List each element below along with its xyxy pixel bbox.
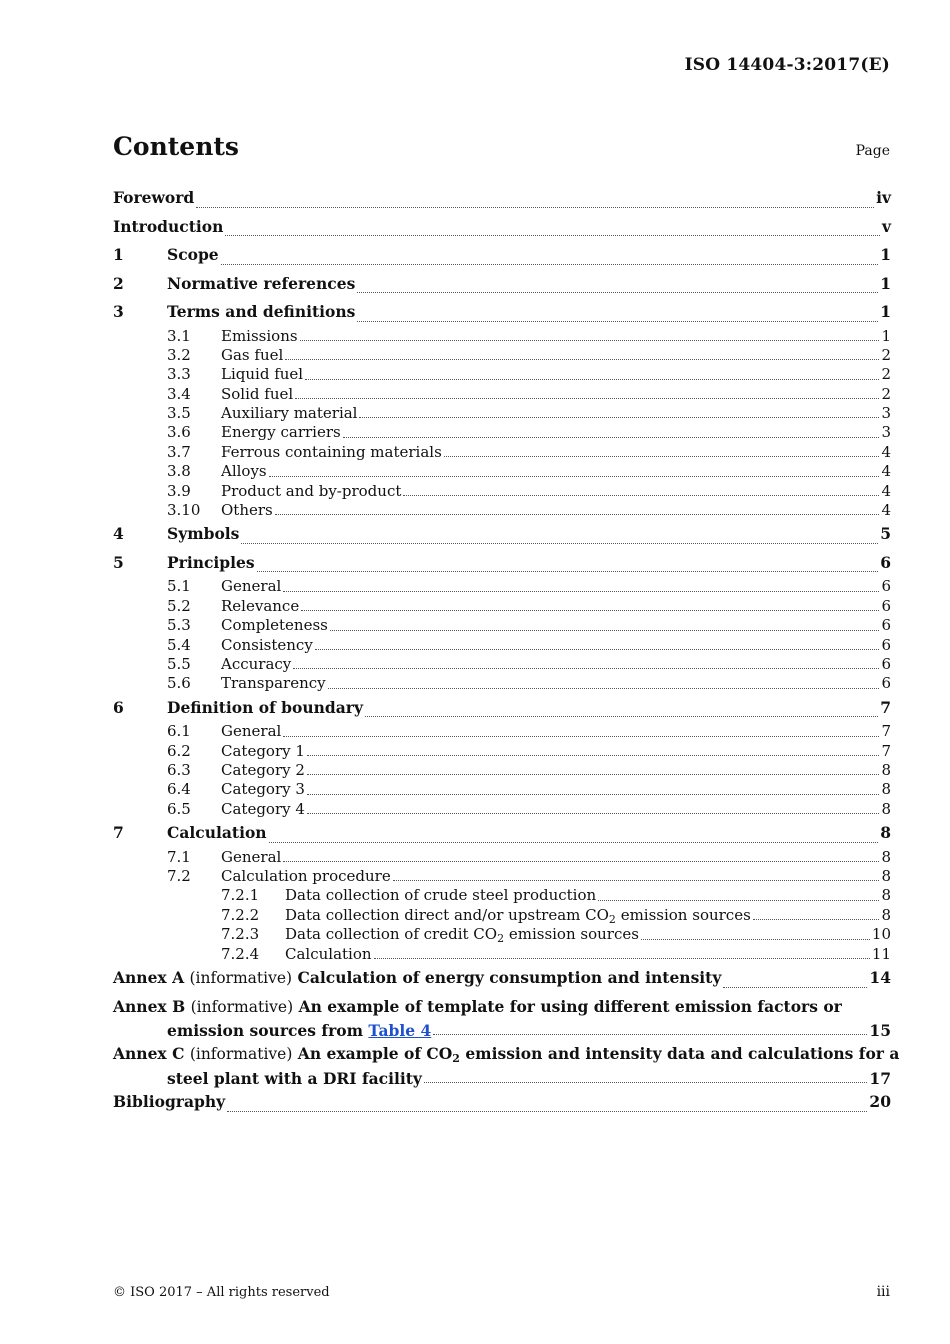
- toc-title: Category 4: [221, 799, 305, 818]
- toc-title: Product and by-product: [221, 481, 402, 500]
- toc-entry-3-10[interactable]: [113, 501, 891, 520]
- toc-page: 5: [880, 524, 891, 544]
- dot-leader: [641, 938, 870, 940]
- toc-title: Data collection of crude steel production: [285, 886, 597, 905]
- dot-leader: [225, 234, 880, 236]
- toc-entry-6-5[interactable]: [113, 800, 891, 819]
- toc-title: Data collection of credit $CO_2$ emission sources: [285, 925, 639, 946]
- toc-entry-clause-7[interactable]: [113, 819, 891, 848]
- toc-title: Principles: [167, 552, 255, 572]
- toc-entry-3-3[interactable]: [113, 365, 891, 384]
- dot-leader: [283, 590, 879, 592]
- dot-leader: [424, 1081, 867, 1083]
- dot-leader: [241, 542, 878, 544]
- toc-page: 6: [881, 635, 891, 654]
- toc-entry-clause-2[interactable]: [113, 270, 891, 299]
- dot-leader: [374, 957, 870, 959]
- toc-entry-annex-a[interactable]: [113, 964, 891, 993]
- toc-page: 2: [881, 345, 891, 364]
- toc-number: 6.1: [167, 722, 191, 741]
- toc-title: Energy carriers: [221, 423, 341, 442]
- toc-entry-clause-6[interactable]: [113, 694, 891, 723]
- toc-entry-clause-3[interactable]: [113, 298, 891, 327]
- toc-number: 3.1: [167, 326, 191, 345]
- toc-number: 6: [113, 697, 124, 717]
- toc-title: Liquid fuel: [221, 365, 304, 384]
- toc-entry-7-2-2[interactable]: [113, 906, 891, 925]
- dot-leader: [307, 754, 880, 756]
- toc-page: 6: [881, 616, 891, 635]
- toc-page: 7: [881, 722, 891, 741]
- toc-title: General: [221, 577, 282, 596]
- toc-page: 8: [881, 867, 891, 886]
- toc-entry-5-4[interactable]: [113, 636, 891, 655]
- toc-page: 3: [881, 423, 891, 442]
- toc-page: 6: [881, 674, 891, 693]
- toc-page: 8: [881, 905, 891, 924]
- toc-title: Ferrous containing materials: [221, 442, 442, 461]
- toc-number: 3.4: [167, 384, 191, 403]
- toc-title: Calculation: [285, 944, 372, 963]
- toc-entry-3-2[interactable]: [113, 346, 891, 365]
- toc-page: 6: [880, 552, 891, 572]
- dot-leader: [269, 841, 879, 843]
- toc-entry-7-2[interactable]: [113, 867, 891, 886]
- toc-entry-bibliography[interactable]: [113, 1088, 891, 1117]
- toc-number: 6.5: [167, 799, 191, 818]
- toc-page: 8: [881, 799, 891, 818]
- toc-number: 6.4: [167, 780, 191, 799]
- toc-number: 6.3: [167, 761, 191, 780]
- toc-entry-5-3[interactable]: [113, 616, 891, 635]
- toc-entry-6-2[interactable]: [113, 742, 891, 761]
- dot-leader: [753, 918, 880, 920]
- toc-page: 17: [869, 1068, 891, 1088]
- toc-number: 1: [113, 245, 124, 264]
- toc-entry-annex-b[interactable]: [113, 993, 891, 1022]
- toc-title: Emissions: [221, 326, 298, 345]
- toc-number: 5.3: [167, 616, 191, 635]
- toc-page: 6: [881, 577, 891, 596]
- dot-leader: [307, 773, 880, 775]
- toc-entry-annex-b-continued[interactable]: [113, 1021, 891, 1040]
- toc-title: Definition of boundary: [167, 697, 363, 717]
- toc-number: 3.9: [167, 481, 191, 500]
- toc-number: 7.1: [167, 847, 191, 866]
- toc-page: 8: [880, 823, 891, 843]
- toc-entry-3-7[interactable]: [113, 443, 891, 462]
- toc-number: 7.2: [167, 867, 191, 886]
- toc-title: Completeness: [221, 616, 328, 635]
- toc-page: 1: [880, 302, 891, 321]
- toc-page: 4: [881, 442, 891, 461]
- dot-leader: [269, 475, 880, 477]
- toc-number: 3.10: [167, 501, 201, 520]
- toc-page: 4: [881, 462, 891, 481]
- toc-page: 4: [881, 481, 891, 500]
- toc-page: 1: [880, 245, 891, 264]
- toc-entry-3-9[interactable]: [113, 482, 891, 501]
- toc-entry-clause-5[interactable]: [113, 549, 891, 578]
- page-column-label: Page: [855, 143, 890, 159]
- toc-number: 7.2.2: [221, 905, 260, 924]
- dot-leader: [357, 291, 878, 293]
- toc-number: 3.5: [167, 404, 191, 423]
- dot-leader: [307, 793, 880, 795]
- toc-title: Category 2: [221, 761, 305, 780]
- dot-leader: [357, 320, 878, 322]
- toc-number: 2: [113, 273, 124, 293]
- toc-entry-3-6[interactable]: [113, 423, 891, 442]
- document-id: ISO 14404-3:2017(E): [684, 55, 890, 75]
- toc-entry-3-5[interactable]: [113, 404, 891, 423]
- toc-page: 2: [881, 365, 891, 384]
- toc-title: emission sources from Table 4: [167, 1021, 432, 1041]
- toc-title: Annex C (informative) An example of $CO_2$ emission and intensity data and calculations for a: [113, 1044, 900, 1066]
- toc-entry-7-1[interactable]: [113, 848, 891, 867]
- page-number: iii: [876, 1284, 890, 1300]
- dot-leader: [328, 687, 880, 689]
- dot-leader: [227, 1110, 867, 1112]
- toc-number: 7: [113, 823, 124, 843]
- toc-title: Terms and definitions: [167, 302, 356, 321]
- toc-entry-5-2[interactable]: [113, 597, 891, 616]
- copyright-notice: © ISO 2017 – All rights reserved: [113, 1285, 330, 1300]
- toc-number: 4: [113, 524, 124, 544]
- toc-page: 6: [881, 596, 891, 615]
- dot-leader: [300, 339, 880, 341]
- toc-number: 3.8: [167, 462, 191, 481]
- dot-leader: [365, 715, 878, 717]
- dot-leader: [283, 735, 879, 737]
- toc-page: 3: [881, 404, 891, 423]
- toc-entry-7-2-3[interactable]: [113, 925, 891, 944]
- table-of-contents: [113, 184, 900, 1117]
- toc-title: Normative references: [167, 273, 356, 293]
- dot-leader: [723, 986, 867, 988]
- dot-leader: [285, 358, 879, 360]
- dot-leader: [295, 397, 879, 399]
- toc-number: 7.2.4: [221, 944, 260, 963]
- dot-leader: [283, 860, 879, 862]
- toc-page: iv: [876, 188, 891, 207]
- dot-leader: [359, 416, 879, 418]
- dot-leader: [598, 899, 879, 901]
- toc-entry-clause-1[interactable]: [113, 241, 891, 270]
- toc-page: 1: [881, 326, 891, 345]
- toc-title: General: [221, 722, 282, 741]
- toc-number: 3.2: [167, 345, 191, 364]
- toc-title: Category 3: [221, 780, 305, 799]
- toc-title: Data collection direct and/or upstream $CO_2$ emission sources: [285, 905, 751, 926]
- toc-title: Gas fuel: [221, 345, 284, 364]
- dot-leader: [307, 812, 880, 814]
- toc-entry-6-1[interactable]: [113, 722, 891, 741]
- toc-title: Annex A (informative) Calculation of energy consumption and intensity: [113, 968, 722, 988]
- toc-page: 7: [881, 741, 891, 760]
- toc-title: Solid fuel: [221, 384, 294, 403]
- toc-page: v: [881, 216, 891, 236]
- toc-entry-5-6[interactable]: [113, 674, 891, 693]
- toc-title: Introduction: [113, 216, 224, 236]
- toc-entry-foreword[interactable]: [113, 184, 891, 213]
- toc-page: 8: [881, 761, 891, 780]
- toc-entry-6-4[interactable]: [113, 780, 891, 799]
- toc-entry-3-8[interactable]: [113, 462, 891, 481]
- toc-page: 2: [881, 384, 891, 403]
- toc-number: 5.2: [167, 596, 191, 615]
- dot-leader: [315, 648, 880, 650]
- dot-leader: [275, 513, 880, 515]
- toc-title: Others: [221, 501, 273, 520]
- toc-number: 6.2: [167, 741, 191, 760]
- toc-title: Foreword: [113, 188, 195, 207]
- toc-entry-annex-c[interactable]: [113, 1040, 900, 1069]
- dot-leader: [301, 609, 879, 611]
- toc-number: 3: [113, 302, 124, 321]
- dot-leader: [196, 206, 874, 208]
- page-title: Contents: [113, 132, 240, 161]
- toc-title: Auxiliary material: [221, 404, 358, 423]
- toc-title: Bibliography: [113, 1092, 226, 1112]
- toc-entry-6-3[interactable]: [113, 761, 891, 780]
- toc-number: 7.2.3: [221, 925, 260, 944]
- toc-title: Alloys: [221, 462, 267, 481]
- toc-title: Transparency: [221, 674, 326, 693]
- toc-entry-7-2-1[interactable]: [113, 886, 891, 905]
- toc-page: 8: [881, 847, 891, 866]
- toc-entry-3-1[interactable]: [113, 327, 891, 346]
- toc-title: Relevance: [221, 596, 300, 615]
- toc-entry-3-4[interactable]: [113, 385, 891, 404]
- toc-title: Calculation: [167, 823, 267, 843]
- toc-page: 1: [880, 273, 891, 293]
- dot-leader: [343, 436, 880, 438]
- toc-title: Calculation procedure: [221, 867, 391, 886]
- toc-number: 3.7: [167, 442, 191, 461]
- toc-page: 15: [869, 1021, 891, 1041]
- toc-page: 4: [881, 501, 891, 520]
- toc-entry-introduction[interactable]: [113, 213, 891, 242]
- toc-number: 5.4: [167, 635, 191, 654]
- toc-page: 7: [880, 697, 891, 717]
- dot-leader: [403, 494, 879, 496]
- dot-leader: [221, 263, 879, 265]
- toc-number: 3.3: [167, 365, 191, 384]
- toc-page: 11: [871, 944, 891, 963]
- toc-page: 6: [881, 654, 891, 673]
- table-4-link[interactable]: Table 4: [368, 1021, 432, 1041]
- toc-number: 5.1: [167, 577, 191, 596]
- toc-number: 5.5: [167, 654, 191, 673]
- toc-number: 3.6: [167, 423, 191, 442]
- toc-title: General: [221, 847, 282, 866]
- toc-title: Category 1: [221, 741, 305, 760]
- dot-leader: [444, 455, 880, 457]
- toc-title: Consistency: [221, 635, 313, 654]
- toc-number: 5: [113, 552, 124, 572]
- toc-title: steel plant with a DRI facility: [167, 1068, 422, 1088]
- toc-number: 5.6: [167, 674, 191, 693]
- toc-entry-clause-4[interactable]: [113, 520, 891, 549]
- dot-leader: [257, 570, 879, 572]
- toc-page: 8: [881, 780, 891, 799]
- toc-number: 7.2.1: [221, 886, 260, 905]
- toc-entry-5-1[interactable]: [113, 577, 891, 596]
- toc-title: Scope: [167, 245, 219, 264]
- dot-leader: [433, 1033, 867, 1035]
- dot-leader: [393, 879, 880, 881]
- toc-page: 10: [871, 925, 891, 944]
- toc-page: 14: [869, 968, 891, 988]
- dot-leader: [330, 629, 880, 631]
- toc-title: Accuracy: [221, 654, 292, 673]
- dot-leader: [293, 667, 879, 669]
- toc-title: Annex B (informative) An example of template for using different emission factors or: [113, 996, 842, 1016]
- dot-leader: [305, 378, 879, 380]
- toc-entry-5-5[interactable]: [113, 655, 891, 674]
- toc-title: Symbols: [167, 524, 240, 544]
- toc-page: 8: [881, 886, 891, 905]
- toc-page: 20: [869, 1092, 891, 1112]
